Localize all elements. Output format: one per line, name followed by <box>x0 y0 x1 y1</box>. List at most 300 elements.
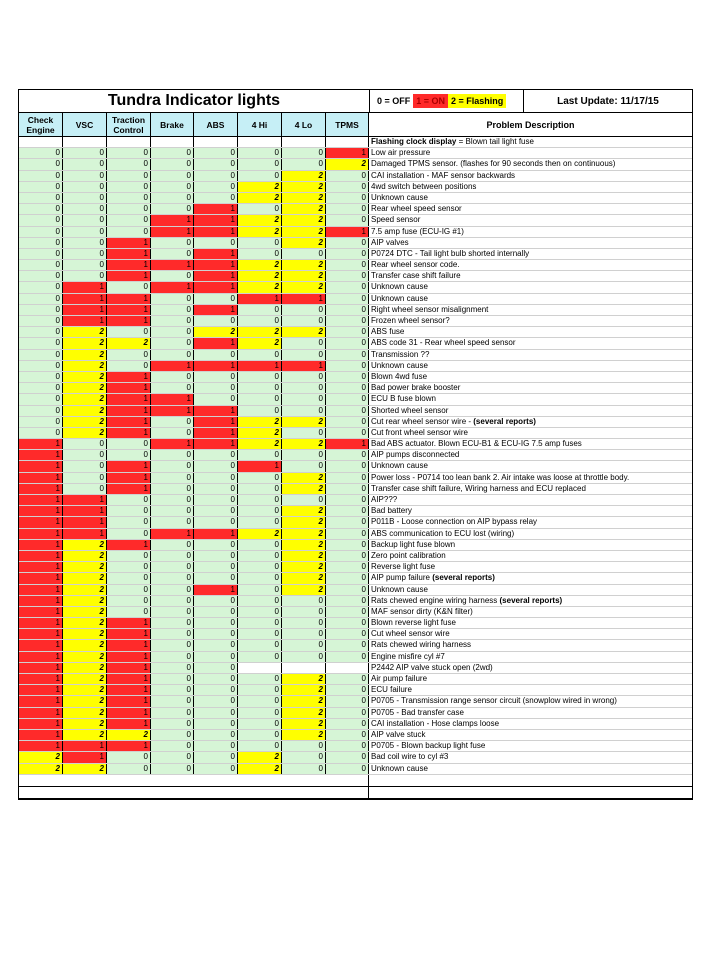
table-row <box>19 573 692 584</box>
indicator-cell: 1 <box>63 529 107 539</box>
indicator-cell: 0 <box>194 629 238 639</box>
indicator-cell: 0 <box>194 618 238 628</box>
indicator-cell: 0 <box>326 316 369 326</box>
indicator-cell: 1 <box>63 305 107 315</box>
indicator-cell: 0 <box>326 618 369 628</box>
indicator-cell: 0 <box>63 260 107 270</box>
table-row <box>19 249 692 260</box>
legend-on: 1 = ON <box>413 94 448 108</box>
indicator-cell: 0 <box>238 484 282 494</box>
indicator-cell: 1 <box>19 685 63 695</box>
indicator-cell: 0 <box>238 607 282 617</box>
indicator-cell: 1 <box>282 294 326 304</box>
indicator-cell: 1 <box>107 629 151 639</box>
problem-description: Rear wheel speed sensor <box>371 204 462 214</box>
indicator-cell: 0 <box>19 249 63 259</box>
indicator-cell: 1 <box>238 294 282 304</box>
indicator-cell: 0 <box>326 182 369 192</box>
indicator-cell: 0 <box>238 159 282 169</box>
indicator-cell: 2 <box>282 215 326 225</box>
indicator-cell: 0 <box>238 562 282 572</box>
table-row <box>19 428 692 439</box>
indicator-cell: 0 <box>63 238 107 248</box>
indicator-cell: 0 <box>238 730 282 740</box>
indicator-cell: 2 <box>63 696 107 706</box>
indicator-cell: 1 <box>194 282 238 292</box>
indicator-cell: 1 <box>107 685 151 695</box>
table-row <box>19 473 692 484</box>
problem-description: P011B - Loose connection on AIP bypass relay <box>371 517 538 527</box>
indicator-cell: 0 <box>107 764 151 774</box>
indicator-cell: 1 <box>151 529 194 539</box>
table-row <box>19 439 692 450</box>
indicator-cell: 1 <box>194 428 238 438</box>
table-row <box>19 629 692 640</box>
indicator-cell: 0 <box>63 148 107 158</box>
indicator-cell: 0 <box>238 406 282 416</box>
table-row <box>19 383 692 394</box>
indicator-cell: 2 <box>282 585 326 595</box>
problem-description: Unknown cause <box>371 360 428 370</box>
indicator-cell: 0 <box>238 685 282 695</box>
indicator-cell: 0 <box>19 171 63 181</box>
indicator-cell: 2 <box>282 271 326 281</box>
indicator-cell: 2 <box>326 159 369 169</box>
indicator-cell: 1 <box>19 573 63 583</box>
indicator-cell: 0 <box>238 450 282 460</box>
indicator-cell: 1 <box>63 741 107 751</box>
problem-description: ECU B fuse blown <box>371 394 436 404</box>
table-row <box>19 674 692 685</box>
indicator-cell: 1 <box>326 439 369 449</box>
indicator-cell: 0 <box>19 406 63 416</box>
indicator-cell: 1 <box>19 696 63 706</box>
indicator-cell: 0 <box>107 439 151 449</box>
indicator-cell: 1 <box>63 495 107 505</box>
indicator-cell: 0 <box>151 730 194 740</box>
indicator-cell: 0 <box>107 506 151 516</box>
indicator-cell: 0 <box>326 495 369 505</box>
indicator-cell: 0 <box>151 271 194 281</box>
indicator-cell: 0 <box>326 730 369 740</box>
indicator-cell: 0 <box>238 585 282 595</box>
indicator-cell: 0 <box>63 204 107 214</box>
indicator-cell: 0 <box>194 708 238 718</box>
indicator-cell: 0 <box>326 294 369 304</box>
table-row <box>19 618 692 629</box>
table-row <box>19 338 692 349</box>
table-row <box>19 394 692 405</box>
indicator-cell: 0 <box>326 461 369 471</box>
problem-description: P0705 - Bad transfer case <box>371 707 464 717</box>
indicator-cell: 2 <box>63 361 107 371</box>
indicator-cell: 0 <box>238 551 282 561</box>
indicator-cell: 0 <box>151 372 194 382</box>
problem-description: Backup light fuse blown <box>371 539 456 549</box>
indicator-cell: 0 <box>151 473 194 483</box>
table-row <box>19 585 692 596</box>
indicator-cell: 2 <box>63 428 107 438</box>
indicator-cell: 0 <box>107 215 151 225</box>
indicator-cell: 1 <box>194 417 238 427</box>
header-vsc: VSC <box>63 113 107 136</box>
indicator-cell: 1 <box>151 394 194 404</box>
indicator-cell: 2 <box>63 618 107 628</box>
table-row <box>19 294 692 305</box>
problem-description: Frozen wheel sensor? <box>371 316 450 325</box>
indicator-cell: 1 <box>107 473 151 483</box>
problem-description: MAF sensor dirty (K&N filter) <box>371 606 473 616</box>
indicator-cell: 0 <box>107 193 151 203</box>
indicator-cell: 2 <box>282 204 326 214</box>
indicator-cell: 2 <box>238 764 282 774</box>
indicator-cell: 0 <box>282 461 326 471</box>
indicator-cell: 2 <box>19 752 63 762</box>
indicator-cell: 2 <box>63 652 107 662</box>
indicator-cell: 2 <box>63 551 107 561</box>
indicator-cell: 0 <box>326 607 369 617</box>
indicator-cell: 0 <box>238 640 282 650</box>
indicator-cell: 0 <box>151 428 194 438</box>
indicator-cell: 0 <box>151 305 194 315</box>
indicator-cell: 0 <box>238 316 282 326</box>
indicator-cell: 0 <box>194 171 238 181</box>
intro-row <box>19 137 692 148</box>
header-4hi: 4 Hi <box>238 113 282 136</box>
indicator-cell: 0 <box>194 562 238 572</box>
indicator-cell: 0 <box>19 193 63 203</box>
empty-row <box>19 787 692 799</box>
indicator-cell: 0 <box>326 529 369 539</box>
indicator-cell: 0 <box>151 171 194 181</box>
table-row <box>19 529 692 540</box>
problem-description: Power loss - P0714 too lean bank 2. Air intake was loose at throttle body. <box>371 472 630 482</box>
problem-description: P0724 DTC - Tail light bulb shorted internally <box>371 248 530 258</box>
indicator-cell: 0 <box>63 249 107 259</box>
indicator-cell: 0 <box>282 652 326 662</box>
indicator-cell: 1 <box>151 406 194 416</box>
indicator-cell: 2 <box>282 529 326 539</box>
indicator-cell: 1 <box>19 484 63 494</box>
legend <box>370 90 524 112</box>
indicator-cell: 1 <box>238 361 282 371</box>
table-row <box>19 752 692 763</box>
indicator-cell: 0 <box>326 562 369 572</box>
indicator-cell: 0 <box>326 640 369 650</box>
indicator-cell: 1 <box>19 529 63 539</box>
indicator-cell: 0 <box>326 327 369 337</box>
indicator-cell: 1 <box>326 227 369 237</box>
indicator-cell: 1 <box>19 439 63 449</box>
column-header-row <box>19 113 692 137</box>
indicator-cell: 0 <box>282 394 326 404</box>
indicator-cell: 0 <box>238 708 282 718</box>
problem-description: Low air pressure <box>371 148 431 158</box>
indicator-cell: 0 <box>151 338 194 348</box>
indicator-cell: 0 <box>326 338 369 348</box>
indicator-cell: 0 <box>238 629 282 639</box>
indicator-cell: 1 <box>194 305 238 315</box>
problem-description: Air pump failure <box>371 674 428 683</box>
indicator-cell: 2 <box>107 730 151 740</box>
header-problem-description: Problem Description <box>369 113 692 136</box>
indicator-cell: 0 <box>238 495 282 505</box>
table-body <box>19 148 692 775</box>
indicator-cell: 0 <box>326 741 369 751</box>
indicator-cell: 0 <box>282 159 326 169</box>
indicator-cell: 0 <box>282 495 326 505</box>
table-row <box>19 260 692 271</box>
indicator-cell: 1 <box>107 484 151 494</box>
table-row <box>19 551 692 562</box>
indicator-cell: 2 <box>282 674 326 684</box>
indicator-cell: 0 <box>326 215 369 225</box>
indicator-cell: 0 <box>326 361 369 371</box>
indicator-cell: 0 <box>151 450 194 460</box>
indicator-cell: 1 <box>107 406 151 416</box>
indicator-cell: 1 <box>107 719 151 729</box>
indicator-cell: 0 <box>194 450 238 460</box>
indicator-cell: 1 <box>194 204 238 214</box>
indicator-cell: 2 <box>282 708 326 718</box>
indicator-cell: 0 <box>282 316 326 326</box>
indicator-cell: 1 <box>19 517 63 527</box>
table-row <box>19 696 692 707</box>
indicator-cell: 0 <box>151 573 194 583</box>
indicator-cell: 0 <box>326 764 369 774</box>
indicator-cell: 1 <box>194 260 238 270</box>
indicator-cell: 2 <box>63 327 107 337</box>
indicator-cell: 1 <box>19 719 63 729</box>
problem-description: Unknown cause <box>371 282 428 292</box>
indicator-cell: 2 <box>282 484 326 494</box>
indicator-cell: 2 <box>63 730 107 740</box>
table-row <box>19 685 692 696</box>
indicator-cell: 0 <box>282 428 326 438</box>
indicator-cell: 0 <box>63 227 107 237</box>
title-row <box>19 90 692 113</box>
indicator-cell: 2 <box>282 227 326 237</box>
indicator-cell: 0 <box>326 238 369 248</box>
indicator-cell: 1 <box>107 428 151 438</box>
indicator-cell: 1 <box>19 640 63 650</box>
indicator-cell: 0 <box>282 607 326 617</box>
problem-description: Transfer case shift failure <box>371 271 461 281</box>
indicator-cell: 2 <box>63 350 107 360</box>
problem-description: Unknown cause <box>371 763 428 773</box>
indicator-cell: 2 <box>63 629 107 639</box>
indicator-cell: 0 <box>326 260 369 270</box>
indicator-cell: 2 <box>282 540 326 550</box>
problem-description: AIP valve stuck <box>371 729 426 739</box>
last-update: Last Update: 11/17/15 <box>557 95 659 107</box>
indicator-cell: 0 <box>107 227 151 237</box>
indicator-cell: 1 <box>63 517 107 527</box>
indicator-cell: 0 <box>63 450 107 460</box>
indicator-cell: 1 <box>19 730 63 740</box>
indicator-cell: 0 <box>107 596 151 606</box>
problem-description: Rats chewed wiring harness <box>371 640 472 650</box>
indicator-cell: 2 <box>63 764 107 774</box>
indicator-cell: 0 <box>194 517 238 527</box>
indicator-cell: 1 <box>194 406 238 416</box>
problem-description: Reverse light fuse <box>371 562 436 572</box>
indicator-cell: 0 <box>326 540 369 550</box>
indicator-cell: 0 <box>151 741 194 751</box>
indicator-cell: 1 <box>19 495 63 505</box>
table-row <box>19 282 692 293</box>
indicator-cell: 0 <box>326 517 369 527</box>
indicator-cell: 1 <box>19 551 63 561</box>
indicator-cell: 0 <box>238 506 282 516</box>
indicator-cell: 0 <box>194 674 238 684</box>
indicator-cell: 0 <box>151 596 194 606</box>
indicator-cell: 0 <box>151 663 194 673</box>
indicator-cell: 0 <box>326 305 369 315</box>
indicator-cell: 0 <box>107 585 151 595</box>
indicator-cell: 0 <box>326 193 369 203</box>
indicator-cell: 2 <box>63 562 107 572</box>
indicator-cell: 0 <box>238 383 282 393</box>
legend-flashing: 2 = Flashing <box>448 94 506 108</box>
indicator-cell: 2 <box>238 428 282 438</box>
indicator-cell: 1 <box>194 215 238 225</box>
indicator-cell: 2 <box>282 562 326 572</box>
problem-description: AIP pumps disconnected <box>371 450 460 460</box>
indicator-cell: 1 <box>194 227 238 237</box>
table-row <box>19 159 692 170</box>
indicator-cell: 0 <box>194 752 238 762</box>
table-row <box>19 316 692 327</box>
indicator-cell: 0 <box>326 629 369 639</box>
indicator-cell: 0 <box>107 171 151 181</box>
indicator-cell: 0 <box>151 551 194 561</box>
table-row <box>19 652 692 663</box>
problem-description: Unknown cause <box>371 192 428 202</box>
indicator-cell: 2 <box>282 719 326 729</box>
table-row <box>19 148 692 159</box>
indicator-cell: 1 <box>63 752 107 762</box>
indicator-cell: 2 <box>282 260 326 270</box>
table-row <box>19 640 692 651</box>
problem-description: Unknown cause <box>371 461 428 471</box>
indicator-cell: 0 <box>326 282 369 292</box>
indicator-cell: 2 <box>63 719 107 729</box>
indicator-cell: 0 <box>238 238 282 248</box>
indicator-cell: 1 <box>107 372 151 382</box>
problem-description: Unknown cause <box>371 584 428 594</box>
indicator-cell: 2 <box>63 406 107 416</box>
indicator-cell: 1 <box>19 629 63 639</box>
indicator-cell: 2 <box>282 517 326 527</box>
indicator-cell: 0 <box>194 685 238 695</box>
indicator-cell: 2 <box>282 506 326 516</box>
indicator-cell: 0 <box>151 316 194 326</box>
problem-description: Cut rear wheel sensor wire - (several reports) <box>371 416 536 426</box>
indicator-cell: 1 <box>151 361 194 371</box>
indicator-cell: 0 <box>282 764 326 774</box>
table-row <box>19 227 692 238</box>
indicator-cell: 2 <box>63 607 107 617</box>
indicator-cell: 1 <box>19 708 63 718</box>
indicator-cell: 0 <box>194 350 238 360</box>
table-row <box>19 450 692 461</box>
indicator-cell: 0 <box>194 148 238 158</box>
indicator-cell: 0 <box>194 663 238 673</box>
indicator-cell: 0 <box>19 305 63 315</box>
header-4lo: 4 Lo <box>282 113 326 136</box>
indicator-cell: 2 <box>282 282 326 292</box>
table-row <box>19 182 692 193</box>
problem-description: Unknown cause <box>371 293 428 303</box>
indicator-cell: 0 <box>326 551 369 561</box>
table-row <box>19 730 692 741</box>
indicator-cell: 0 <box>194 294 238 304</box>
indicator-cell: 0 <box>326 506 369 516</box>
indicator-cell: 0 <box>107 607 151 617</box>
indicator-cell: 1 <box>19 585 63 595</box>
indicator-cell: 2 <box>63 663 107 673</box>
indicator-cell: 0 <box>151 506 194 516</box>
indicator-cell: 0 <box>19 148 63 158</box>
indicator-cell: 2 <box>238 282 282 292</box>
header-brake: Brake <box>151 113 194 136</box>
indicator-cell: 2 <box>63 674 107 684</box>
indicator-cell: 0 <box>151 294 194 304</box>
indicator-cell: 1 <box>19 741 63 751</box>
indicator-cell: 2 <box>282 439 326 449</box>
indicator-cell: 0 <box>151 540 194 550</box>
indicator-cell: 0 <box>326 406 369 416</box>
indicator-cell: 2 <box>63 383 107 393</box>
table-row <box>19 193 692 204</box>
indicator-cell: 0 <box>194 372 238 382</box>
indicator-cell: 0 <box>151 696 194 706</box>
indicator-cell: 1 <box>326 148 369 158</box>
indicator-cell: 0 <box>151 204 194 214</box>
problem-description: Cut wheel sensor wire <box>371 629 450 639</box>
indicator-cell: 1 <box>107 271 151 281</box>
problem-description: CAI installation - Hose clamps loose <box>371 718 500 728</box>
indicator-cell: 0 <box>326 585 369 595</box>
indicator-cell: 1 <box>107 674 151 684</box>
indicator-cell: 0 <box>194 607 238 617</box>
indicator-cell: 0 <box>282 406 326 416</box>
problem-description: Rats chewed engine wiring harness (several reports) <box>371 595 563 605</box>
indicator-cell: 0 <box>238 719 282 729</box>
header-tpms: TPMS <box>326 113 369 136</box>
indicator-cell: 0 <box>326 696 369 706</box>
indicator-cell: 1 <box>107 417 151 427</box>
problem-description: Right wheel sensor misalignment <box>371 304 489 314</box>
indicator-cell: 1 <box>194 529 238 539</box>
indicator-cell: 1 <box>19 506 63 516</box>
indicator-cell: 0 <box>238 394 282 404</box>
indicator-cell: 1 <box>238 461 282 471</box>
indicator-cell: 0 <box>63 182 107 192</box>
indicator-cell: 1 <box>19 562 63 572</box>
indicator-cell: 0 <box>282 305 326 315</box>
table-row <box>19 663 692 674</box>
indicator-cell: 0 <box>326 428 369 438</box>
indicator-cell: 1 <box>107 249 151 259</box>
indicator-cell: 0 <box>194 316 238 326</box>
indicator-cell: 0 <box>326 484 369 494</box>
indicator-cell: 0 <box>282 383 326 393</box>
indicator-cell: 1 <box>19 596 63 606</box>
indicator-cell <box>282 663 326 673</box>
indicator-cell: 1 <box>19 473 63 483</box>
